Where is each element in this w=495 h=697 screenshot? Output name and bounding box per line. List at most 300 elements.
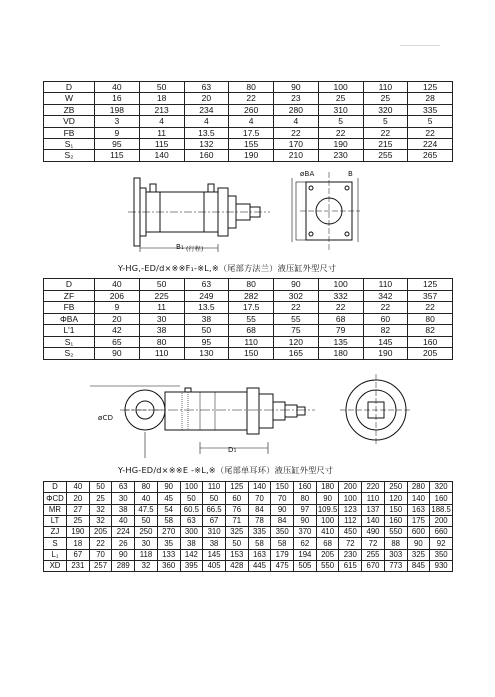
table-cell: 90 [274, 279, 319, 291]
table-cell: 5 [408, 116, 453, 127]
table-cell: 95 [95, 138, 140, 149]
table-cell: 395 [180, 561, 203, 572]
table-cell: 60.5 [180, 504, 203, 515]
table-cell: 82 [408, 325, 453, 337]
table-cell: 38 [203, 538, 226, 549]
table-cell: 160 [408, 336, 453, 348]
table-cell: 38 [139, 325, 184, 337]
table-cell: 90 [407, 538, 430, 549]
table-cell: 118 [135, 549, 158, 560]
table-cell: 32 [89, 515, 112, 526]
table-cell: 40 [112, 515, 135, 526]
table-cell: 50 [225, 538, 248, 549]
table-cell: 230 [318, 150, 363, 161]
table-cell: 320 [430, 482, 453, 493]
table-cell: 26 [112, 538, 135, 549]
table-cell: 95 [184, 336, 229, 348]
table-row [44, 527, 453, 538]
table-cell: 22 [229, 93, 274, 104]
table-cell: 79 [318, 325, 363, 337]
table-cell: 13.5 [184, 127, 229, 138]
row-label: ZJ [44, 527, 67, 538]
table-cell: 25 [67, 515, 90, 526]
row-label: XD [44, 561, 67, 572]
table-cell: 205 [408, 348, 453, 360]
table-cell: 205 [89, 527, 112, 538]
table-cell: 38 [180, 538, 203, 549]
table-cell: 160 [430, 493, 453, 504]
label-stroke: (行程) [186, 246, 204, 253]
table-cell: 76 [225, 504, 248, 515]
caption-flange-cylinder: Y-HG,-ED/d×※※F₁-※L,※（尾部方法兰）液压缸外型尺寸 [118, 263, 337, 273]
table-cell: 75 [274, 325, 319, 337]
table-cell: 300 [180, 527, 203, 538]
table-cell: 357 [408, 290, 453, 302]
table-cell: 22 [408, 127, 453, 138]
table-cell: 194 [294, 549, 317, 560]
table-cell: 67 [67, 549, 90, 560]
table-cell: 88 [384, 538, 407, 549]
table-cell: 350 [271, 527, 294, 538]
table-cell: 410 [316, 527, 339, 538]
table-cell: 90 [316, 493, 339, 504]
table-cell: 150 [384, 504, 407, 515]
table-cell: 9 [95, 302, 140, 314]
table-row [44, 515, 453, 526]
table-cell: 22 [318, 127, 363, 138]
row-label: S₁ [44, 138, 95, 149]
table-cell: 140 [139, 150, 184, 161]
table-cell: 125 [408, 279, 453, 291]
table-cell: 9 [95, 127, 140, 138]
table-cell: 325 [225, 527, 248, 538]
table-cell: 72 [362, 538, 385, 549]
row-label: MR [44, 504, 67, 515]
table-cell: 120 [384, 493, 407, 504]
table-cell: 22 [363, 302, 408, 314]
table-cell: 60 [363, 313, 408, 325]
table-cell: 70 [271, 493, 294, 504]
table-cell: 25 [363, 93, 408, 104]
table-cell: 28 [408, 93, 453, 104]
row-label: ΦCD [44, 493, 67, 504]
table-cell: 600 [407, 527, 430, 538]
table-cell: 100 [318, 82, 363, 93]
table-cell: 225 [139, 290, 184, 302]
table-cell: 4 [274, 116, 319, 127]
table-cell: 71 [225, 515, 248, 526]
table-cell: 475 [271, 561, 294, 572]
table-cell: 110 [229, 336, 274, 348]
table-cell: 16 [95, 93, 140, 104]
table-cell: 210 [274, 150, 319, 161]
table-cell: 165 [274, 348, 319, 360]
table-cell: 72 [339, 538, 362, 549]
table-cell: 845 [407, 561, 430, 572]
table-cell: 3 [95, 116, 140, 127]
table-cell: 265 [408, 150, 453, 161]
table-cell: 190 [318, 138, 363, 149]
table-cell: 47.5 [135, 504, 158, 515]
label-cd: øCD [98, 414, 114, 422]
table-cell: 670 [362, 561, 385, 572]
table-cell: 42 [95, 325, 140, 337]
table-cell: 302 [274, 290, 319, 302]
table-cell: 4 [184, 116, 229, 127]
table-cell: 54 [157, 504, 180, 515]
table-cell: 55 [229, 313, 274, 325]
table-cell: 20 [95, 313, 140, 325]
table-cell: 25 [318, 93, 363, 104]
table-cell: 205 [316, 549, 339, 560]
table-cell: 68 [316, 538, 339, 549]
table-cell: 90 [112, 549, 135, 560]
table-row [44, 325, 453, 337]
table-cell: 70 [248, 493, 271, 504]
table-cell: 4 [139, 116, 184, 127]
table-cell: 270 [157, 527, 180, 538]
row-label: ΦBA [44, 313, 95, 325]
caption-ear-ring-cylinder: Y-HG-ED/d×※※E -※L,※（尾部单耳环）液压缸外型尺寸 [118, 465, 334, 475]
table-cell: 50 [139, 279, 184, 291]
table-cell: 40 [67, 482, 90, 493]
table-cell: 428 [225, 561, 248, 572]
table-cell: 155 [229, 138, 274, 149]
table-cell: 58 [157, 515, 180, 526]
table-cell: 100 [316, 515, 339, 526]
table-cell: 63 [112, 482, 135, 493]
table-cell: 260 [229, 104, 274, 115]
table-cell: 280 [407, 482, 430, 493]
table-cell: 200 [339, 482, 362, 493]
table-cell: 125 [408, 82, 453, 93]
table-cell: 80 [229, 279, 274, 291]
table-cell: 140 [362, 515, 385, 526]
table-cell: 68 [318, 313, 363, 325]
table-cell: 450 [339, 527, 362, 538]
table-cell: 130 [184, 348, 229, 360]
table-row [44, 302, 453, 314]
table-cell: 206 [95, 290, 140, 302]
table-cell: 40 [135, 493, 158, 504]
table-cell: 30 [139, 313, 184, 325]
table-cell: 142 [180, 549, 203, 560]
table-cell: 40 [95, 279, 140, 291]
table-cell: 550 [316, 561, 339, 572]
table-cell: 198 [95, 104, 140, 115]
table-row [44, 138, 453, 149]
table-cell: 230 [339, 549, 362, 560]
table-cell: 505 [294, 561, 317, 572]
table-cell: 110 [362, 493, 385, 504]
table-cell: 5 [363, 116, 408, 127]
row-label: FB [44, 302, 95, 314]
table-cell: 60 [225, 493, 248, 504]
table-cell: 257 [89, 561, 112, 572]
table-cell: 150 [229, 348, 274, 360]
table-cell: 80 [229, 82, 274, 93]
table-cell: 220 [362, 482, 385, 493]
table-row [44, 116, 453, 127]
table-cell: 350 [430, 549, 453, 560]
table-cell: 97 [294, 504, 317, 515]
table-cell: 112 [339, 515, 362, 526]
table-cell: 190 [67, 527, 90, 538]
table-cell: 335 [248, 527, 271, 538]
table-row [44, 290, 453, 302]
table-cell: 92 [430, 538, 453, 549]
table-cell: 32 [89, 504, 112, 515]
table-cell: 78 [248, 515, 271, 526]
table-cell: 100 [180, 482, 203, 493]
table-cell: 332 [318, 290, 363, 302]
table-cell: 25 [89, 493, 112, 504]
table-cell: 22 [274, 302, 319, 314]
label-phiba: øBA [300, 170, 315, 178]
row-label: W [44, 93, 95, 104]
table-cell: 250 [135, 527, 158, 538]
table-row [44, 150, 453, 161]
table-cell: 445 [248, 561, 271, 572]
table-cell: 255 [362, 549, 385, 560]
scan-artifact [400, 45, 440, 46]
table-cell: 132 [184, 138, 229, 149]
table-row [44, 482, 453, 493]
row-label: LT [44, 515, 67, 526]
table-cell: 773 [384, 561, 407, 572]
table-cell: 163 [407, 504, 430, 515]
table-row [44, 127, 453, 138]
table-cell: 40 [95, 82, 140, 93]
table-cell: 163 [248, 549, 271, 560]
table-cell: 360 [157, 561, 180, 572]
table-cell: 68 [229, 325, 274, 337]
table-cell: 17.5 [229, 127, 274, 138]
table-cell: 22 [363, 127, 408, 138]
table-row [44, 82, 453, 93]
table-cell: 140 [407, 493, 430, 504]
label-b: B [348, 170, 354, 178]
table-cell: 190 [229, 150, 274, 161]
table-cell: 550 [384, 527, 407, 538]
table-cell: 255 [363, 150, 408, 161]
table-cell: 70 [89, 549, 112, 560]
table-cell: 50 [184, 325, 229, 337]
table-cell: 84 [271, 515, 294, 526]
table-row [44, 336, 453, 348]
table-cell: 13.5 [184, 302, 229, 314]
table-cell: 200 [430, 515, 453, 526]
table-row [44, 348, 453, 360]
table-cell: 160 [384, 515, 407, 526]
table-cell: 310 [318, 104, 363, 115]
table-cell: 90 [95, 348, 140, 360]
table-cell: 11 [139, 127, 184, 138]
table-cell: 22 [274, 127, 319, 138]
table-cell: 145 [203, 549, 226, 560]
table-cell: 150 [271, 482, 294, 493]
table-cell: 115 [95, 150, 140, 161]
table-cell: 135 [318, 336, 363, 348]
table-cell: 5 [318, 116, 363, 127]
table-row [44, 279, 453, 291]
table-cell: 133 [157, 549, 180, 560]
table-cell: 38 [184, 313, 229, 325]
table-cell: 175 [407, 515, 430, 526]
table-cell: 289 [112, 561, 135, 572]
table-cell: 110 [363, 279, 408, 291]
row-label: D [44, 482, 67, 493]
table-cell: 23 [274, 93, 319, 104]
table-cell: 20 [67, 493, 90, 504]
table-cell: 100 [339, 493, 362, 504]
table-cell: 280 [274, 104, 319, 115]
table-cell: 179 [271, 549, 294, 560]
table-cell: 110 [363, 82, 408, 93]
row-label: S₂ [44, 150, 95, 161]
table-cell: 80 [139, 336, 184, 348]
table-cell: 18 [139, 93, 184, 104]
table-cell: 50 [135, 515, 158, 526]
table-cell: 65 [95, 336, 140, 348]
table-cell: 231 [67, 561, 90, 572]
table-cell: 335 [408, 104, 453, 115]
table-cell: 35 [157, 538, 180, 549]
table-cell: 110 [203, 482, 226, 493]
ear-ring-cylinder-drawing [90, 372, 420, 464]
table-cell: 63 [180, 515, 203, 526]
flange-cylinder-drawing [120, 170, 380, 260]
table-row [44, 538, 453, 549]
row-label: ZF [44, 290, 95, 302]
table-cell: 62 [294, 538, 317, 549]
table-cell: 660 [430, 527, 453, 538]
table-cell: 140 [248, 482, 271, 493]
table-cell: 50 [203, 493, 226, 504]
table-cell: 63 [184, 82, 229, 93]
row-label: FB [44, 127, 95, 138]
table-cell: 30 [135, 538, 158, 549]
table-cell: 90 [157, 482, 180, 493]
table-cell: 370 [294, 527, 317, 538]
table-cell: 22 [89, 538, 112, 549]
table-cell: 18 [67, 538, 90, 549]
table-cell: 38 [112, 504, 135, 515]
table-cell: 80 [294, 493, 317, 504]
dimension-table-ear-ring [43, 481, 453, 572]
table-cell: 27 [67, 504, 90, 515]
table-cell: 80 [408, 313, 453, 325]
table-cell: 63 [184, 279, 229, 291]
table-cell: 50 [180, 493, 203, 504]
table-cell: 22 [408, 302, 453, 314]
row-label: ZB [44, 104, 95, 115]
table-cell: 282 [229, 290, 274, 302]
table-cell: 100 [318, 279, 363, 291]
row-label: S₁ [44, 336, 95, 348]
table-cell: 90 [274, 82, 319, 93]
table-row [44, 104, 453, 115]
table-cell: 110 [139, 348, 184, 360]
row-label: L₁ [44, 549, 67, 560]
table-cell: 17.5 [229, 302, 274, 314]
table-cell: 22 [318, 302, 363, 314]
table-cell: 170 [274, 138, 319, 149]
label-d1: D₁ [228, 446, 237, 454]
table-cell: 30 [112, 493, 135, 504]
table-cell: 66.5 [203, 504, 226, 515]
table-cell: 224 [408, 138, 453, 149]
table-cell: 58 [271, 538, 294, 549]
table-cell: 84 [248, 504, 271, 515]
table-cell: 125 [225, 482, 248, 493]
table-cell: 45 [157, 493, 180, 504]
table-cell: 50 [139, 82, 184, 93]
row-label: L'1 [44, 325, 95, 337]
table-cell: 250 [384, 482, 407, 493]
table-cell: 303 [384, 549, 407, 560]
table-cell: 160 [294, 482, 317, 493]
table-cell: 188.5 [431, 504, 451, 514]
table-cell: 11 [139, 302, 184, 314]
table-cell: 82 [363, 325, 408, 337]
table-cell: 325 [407, 549, 430, 560]
table-cell: 215 [363, 138, 408, 149]
table-cell: 180 [318, 348, 363, 360]
table-row [44, 313, 453, 325]
table-cell: 109.5 [317, 504, 338, 514]
table-cell: 490 [362, 527, 385, 538]
table-cell: 32 [135, 561, 158, 572]
table-cell: 342 [363, 290, 408, 302]
table-cell: 615 [339, 561, 362, 572]
table-row [44, 549, 453, 560]
table-row [44, 504, 453, 515]
row-label: VD [44, 116, 95, 127]
table-cell: 90 [294, 515, 317, 526]
table-cell: 137 [362, 504, 385, 515]
row-label: D [44, 82, 95, 93]
table-cell: 320 [363, 104, 408, 115]
table-cell: 50 [89, 482, 112, 493]
row-label: S [44, 538, 67, 549]
table-cell: 405 [203, 561, 226, 572]
table-cell: 213 [139, 104, 184, 115]
table-cell: 249 [184, 290, 229, 302]
table-cell: 224 [112, 527, 135, 538]
dimension-table-flange [43, 81, 453, 162]
label-b1: B₁ [176, 243, 185, 251]
row-label: D [44, 279, 95, 291]
table-cell: 180 [316, 482, 339, 493]
row-label: S₂ [44, 348, 95, 360]
table-cell: 90 [271, 504, 294, 515]
table-cell: 145 [363, 336, 408, 348]
table-row [44, 561, 453, 572]
table-cell: 20 [184, 93, 229, 104]
table-cell: 67 [203, 515, 226, 526]
table-cell: 153 [225, 549, 248, 560]
table-cell: 310 [203, 527, 226, 538]
dimension-table-flange-2 [43, 278, 453, 360]
table-cell: 55 [274, 313, 319, 325]
table-cell: 123 [339, 504, 362, 515]
table-cell: 234 [184, 104, 229, 115]
table-row [44, 93, 453, 104]
table-cell: 4 [229, 116, 274, 127]
table-cell: 115 [139, 138, 184, 149]
table-cell: 190 [363, 348, 408, 360]
